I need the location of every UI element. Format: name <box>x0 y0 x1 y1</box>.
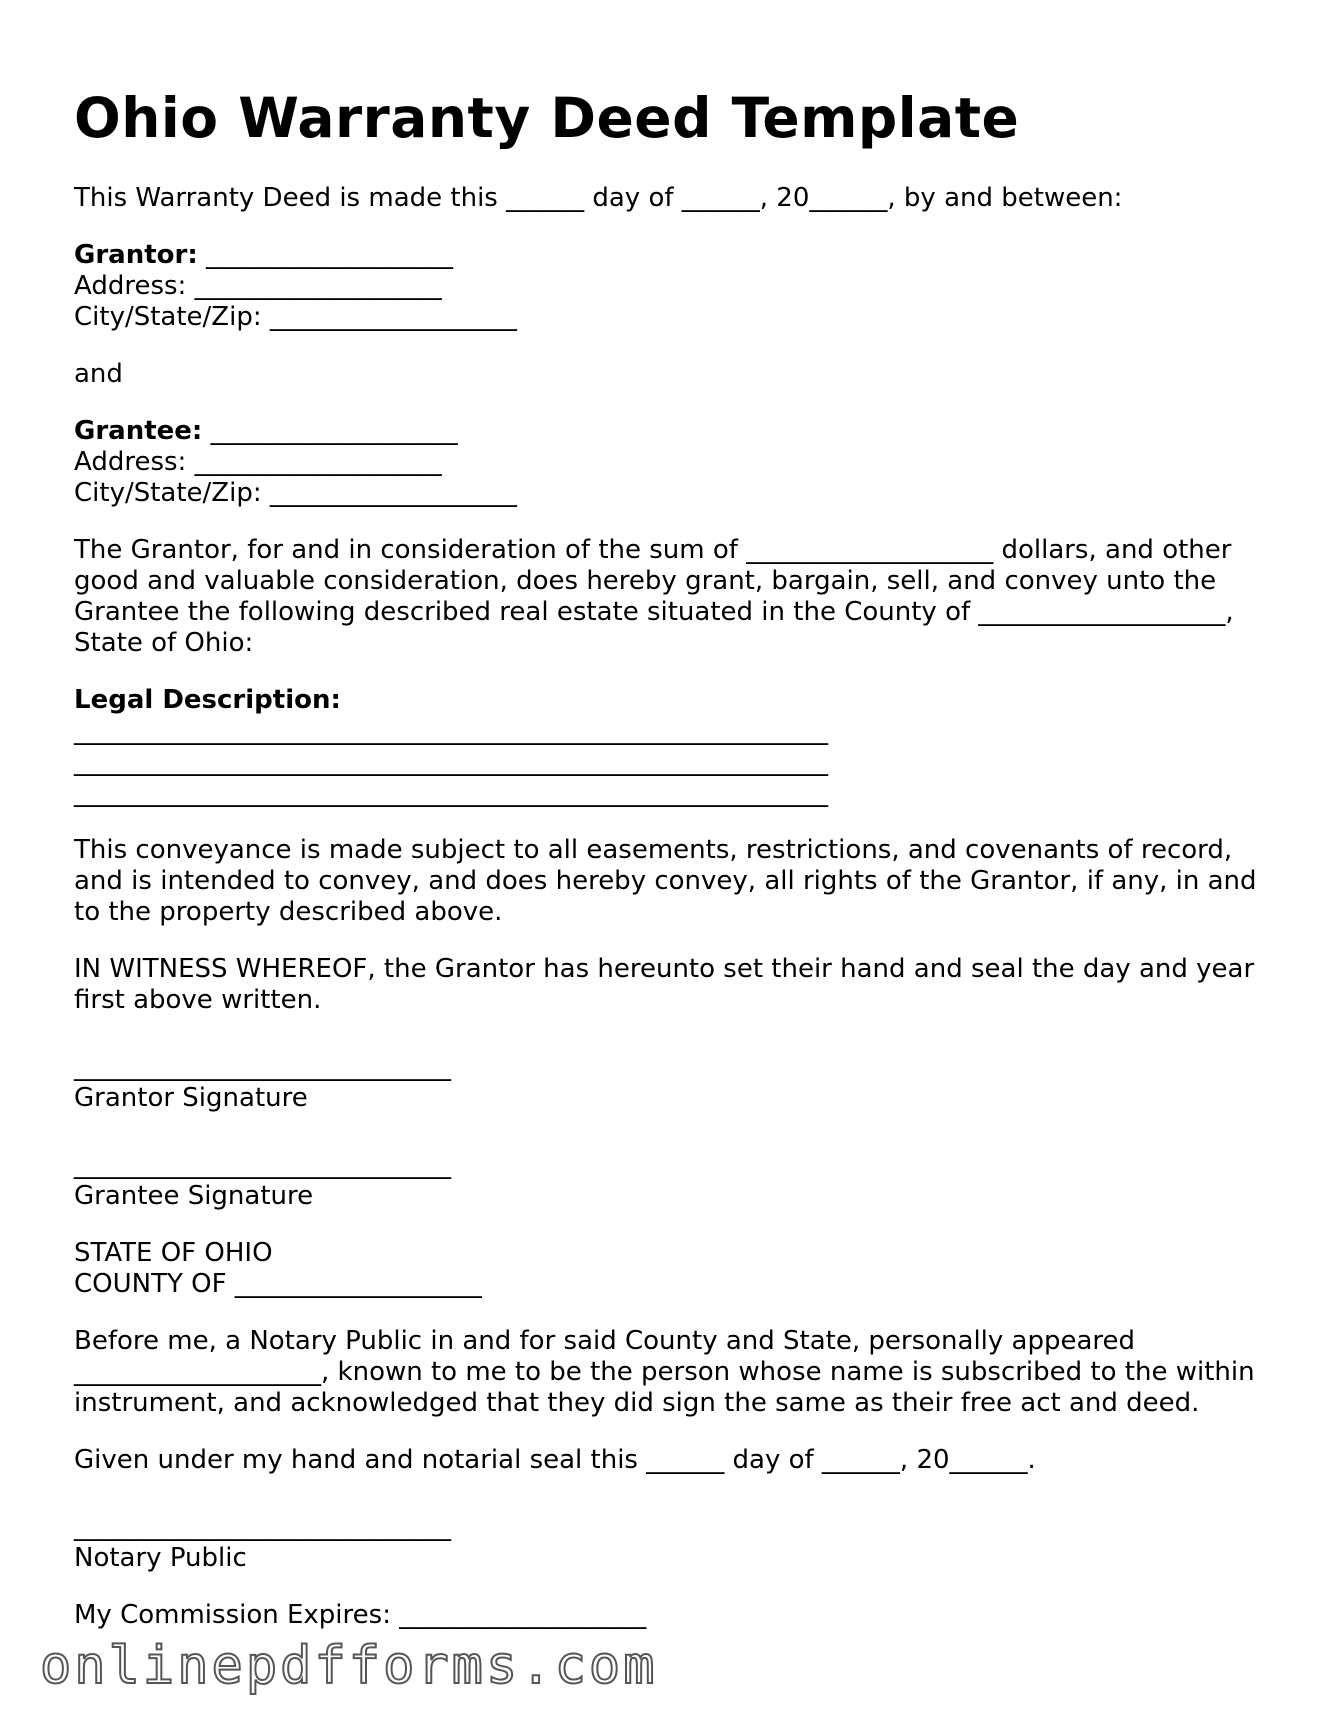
grantor-signature-line: _____________________________ <box>74 1051 451 1082</box>
witness-paragraph: IN WITNESS WHEREOF, the Grantor has hereunto set their hand and seal the day and year first above written. <box>74 953 1263 1015</box>
intro-paragraph: This Warranty Deed is made this ______ day of ______, 20______, by and between: <box>74 182 1123 213</box>
document-page <box>74 88 1274 1657</box>
page-title: Ohio Warranty Deed Template <box>74 86 1020 150</box>
grantor-label: Grantor: <box>74 239 198 270</box>
legal-description-line: __________________________________________________________ <box>74 715 828 746</box>
legal-description-line: __________________________________________________________ <box>74 777 828 808</box>
grantee-signature-block <box>74 1150 1274 1212</box>
legal-description-label: Legal Description: <box>74 684 341 715</box>
notary-signature-block <box>74 1512 1274 1574</box>
watermark-logo: onlinepdfforms.com <box>40 1636 658 1696</box>
legal-description-line: __________________________________________________________ <box>74 746 828 777</box>
grantee-section <box>74 416 1274 509</box>
notary-signature-line: _____________________________ <box>74 1511 451 1542</box>
grantor-signature-label: Grantor Signature <box>74 1082 308 1113</box>
notary-state: STATE OF OHIO <box>74 1237 273 1268</box>
grantor-name-blank: ___________________ <box>197 239 453 270</box>
conveyance-paragraph: This conveyance is made subject to all easements, restrictions, and covenants of record, and is intended to convey, and does hereby convey, all rights of the Grantor, if any, in and to the property described above. <box>74 834 1265 927</box>
notary-signature-label: Notary Public <box>74 1542 247 1573</box>
grantor-signature-block <box>74 1052 1274 1114</box>
grantee-label: Grantee: <box>74 415 203 446</box>
grantor-name-line <box>74 240 1274 271</box>
notary-county: COUNTY OF ___________________ <box>74 1268 482 1299</box>
grantor-section <box>74 240 1274 333</box>
commission-expires: My Commission Expires: ___________________ <box>74 1599 647 1630</box>
grantor-address: Address: ___________________ <box>74 270 442 301</box>
and-text: and <box>74 358 123 389</box>
grantee-address: Address: ___________________ <box>74 446 442 477</box>
grantee-signature-label: Grantee Signature <box>74 1180 314 1211</box>
consideration-paragraph: The Grantor, for and in consideration of the sum of ___________________ dollars, and other good and valuable consideration, does hereby grant, bargain, sell, and convey unto the Grantee the following described real estate situated in the County of ___________________, State of Ohio: <box>74 534 1242 658</box>
notary-paragraph: Before me, a Notary Public in and for said County and State, personally appeared ___________________, known to me to be the person whose name is subscribed to the within instrument, and acknowledged that they did sign the same as their free act and deed. <box>74 1325 1263 1418</box>
grantee-city: City/State/Zip: ___________________ <box>74 477 517 508</box>
given-paragraph: Given under my hand and notarial seal this ______ day of ______, 20______. <box>74 1444 1036 1475</box>
notary-header <box>74 1238 1274 1300</box>
grantor-city: City/State/Zip: ___________________ <box>74 301 517 332</box>
grantee-signature-line: _____________________________ <box>74 1149 451 1180</box>
legal-description-section <box>74 685 1274 809</box>
grantee-name-blank: ___________________ <box>202 415 458 446</box>
grantee-name-line <box>74 416 1274 447</box>
